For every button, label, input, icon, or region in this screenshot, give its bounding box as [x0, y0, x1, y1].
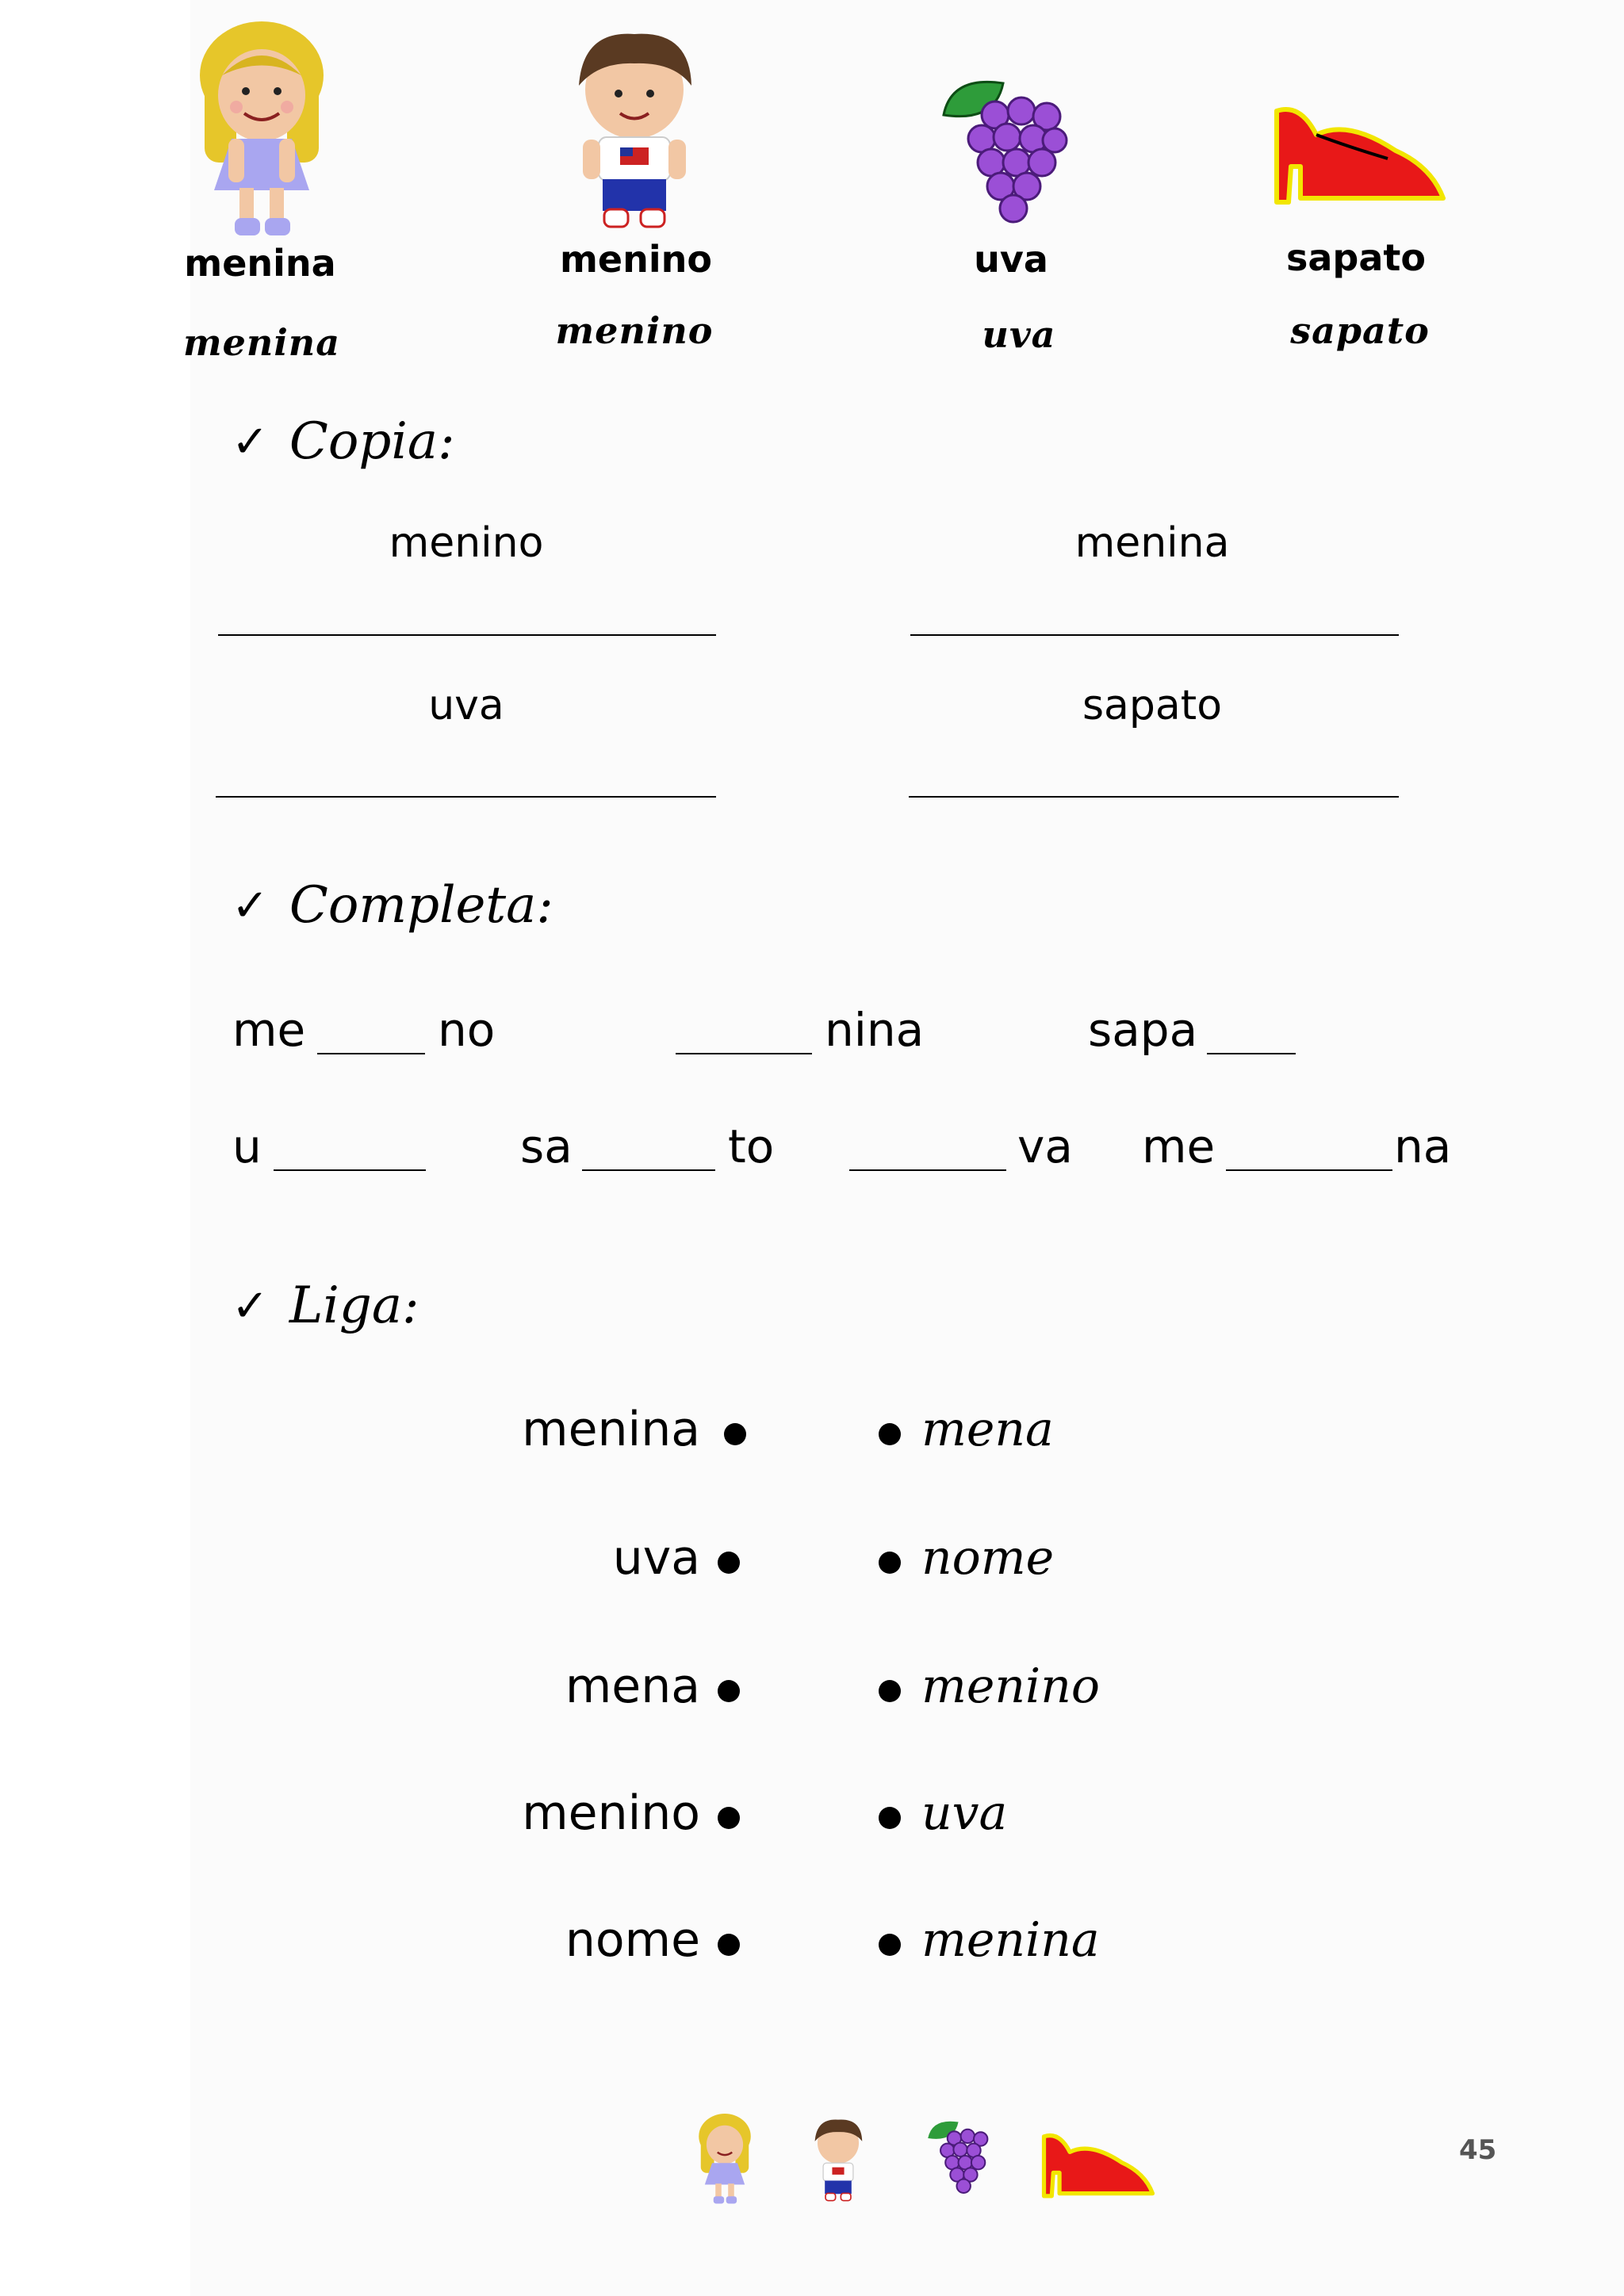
girl-icon	[182, 20, 341, 242]
liga-right-dot[interactable]	[879, 1680, 901, 1702]
fill-prefix: sa	[520, 1119, 573, 1173]
checkmark-icon: ✓	[232, 1280, 269, 1332]
liga-right-word: menino	[921, 1659, 1100, 1714]
fill-suffix: no	[438, 1003, 496, 1057]
grapes-icon	[928, 67, 1071, 234]
liga-left-word: menina	[522, 1402, 700, 1457]
header-cursive-menino: menino	[555, 309, 714, 352]
copy-word-menino: menino	[389, 519, 544, 567]
checkmark-icon: ✓	[232, 879, 269, 932]
footer-grapes-icon	[920, 2113, 993, 2200]
liga-left-dot[interactable]	[718, 1680, 740, 1702]
completa-heading	[232, 876, 553, 935]
liga-right-word: menina	[921, 1912, 1100, 1968]
liga-right-dot[interactable]	[879, 1552, 901, 1574]
liga-left-dot[interactable]	[718, 1934, 740, 1956]
liga-left-word: mena	[565, 1659, 700, 1714]
fill-blank[interactable]	[582, 1169, 715, 1171]
copy-line-menina[interactable]	[910, 634, 1399, 636]
liga-left-dot[interactable]	[724, 1423, 746, 1445]
liga-left-word: uva	[612, 1530, 700, 1586]
copy-word-uva: uva	[428, 682, 504, 729]
copy-word-menina: menina	[1074, 519, 1230, 567]
header-cursive-uva: uva	[982, 313, 1056, 356]
copia-heading	[232, 412, 455, 471]
checkmark-icon: ✓	[232, 415, 269, 468]
liga-title: Liga:	[289, 1276, 419, 1335]
fill-blank[interactable]	[1207, 1053, 1296, 1054]
footer-girl-icon	[691, 2113, 758, 2206]
fill-blank[interactable]	[1226, 1169, 1392, 1171]
copy-line-sapato[interactable]	[909, 796, 1399, 798]
liga-right-word: mena	[921, 1402, 1054, 1457]
fill-blank[interactable]	[274, 1169, 426, 1171]
liga-left-dot[interactable]	[718, 1807, 740, 1829]
liga-right-dot[interactable]	[879, 1807, 901, 1829]
header-cursive-sapato: sapato	[1290, 309, 1430, 352]
footer-boy-icon	[805, 2113, 871, 2206]
liga-heading	[232, 1276, 419, 1335]
liga-right-word: uva	[921, 1785, 1008, 1841]
fill-blank[interactable]	[676, 1053, 812, 1054]
header-cursive-menina: menina	[182, 321, 341, 364]
liga-left-word: nome	[565, 1912, 700, 1968]
copia-title: Copia:	[289, 412, 455, 471]
fill-prefix: me	[1142, 1119, 1216, 1173]
copy-line-uva[interactable]	[216, 796, 716, 798]
boy-icon	[555, 22, 714, 236]
completa-title: Completa:	[289, 876, 553, 935]
copy-line-menino[interactable]	[218, 634, 716, 636]
fill-prefix: me	[232, 1003, 306, 1057]
shoe-icon	[1269, 103, 1451, 214]
header-word-menina: menina	[184, 242, 336, 285]
fill-suffix: to	[728, 1119, 775, 1173]
fill-suffix: nina	[825, 1003, 925, 1057]
header-word-uva: uva	[974, 238, 1048, 281]
liga-right-dot[interactable]	[879, 1934, 901, 1956]
fill-blank[interactable]	[849, 1169, 1006, 1171]
fill-suffix: va	[1017, 1119, 1073, 1173]
liga-left-dot[interactable]	[718, 1552, 740, 1574]
fill-suffix: na	[1394, 1119, 1452, 1173]
fill-prefix: u	[232, 1119, 262, 1173]
liga-right-word: nome	[921, 1530, 1055, 1586]
copy-word-sapato: sapato	[1082, 682, 1223, 729]
header-word-sapato: sapato	[1286, 236, 1426, 279]
fill-blank[interactable]	[317, 1053, 425, 1054]
page-number: 45	[1459, 2134, 1497, 2166]
footer-shoe-icon	[1039, 2131, 1158, 2204]
header-word-menino: menino	[560, 238, 712, 281]
fill-prefix: sapa	[1088, 1003, 1198, 1057]
liga-right-dot[interactable]	[879, 1423, 901, 1445]
liga-left-word: menino	[522, 1785, 700, 1841]
